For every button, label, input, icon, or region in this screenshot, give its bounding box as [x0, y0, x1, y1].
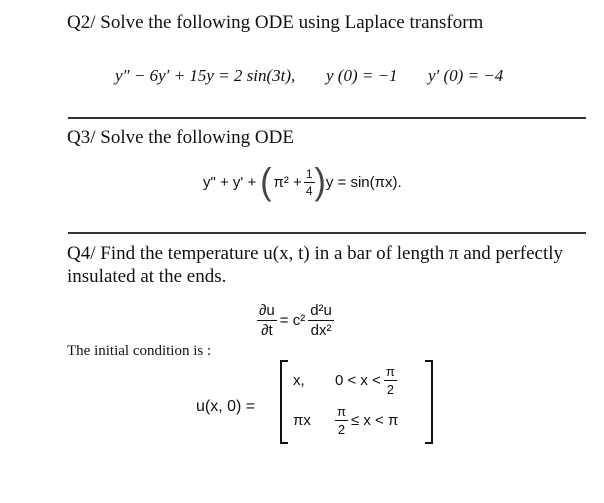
q3-fraction-numerator: 1 [305, 166, 313, 181]
q4-line-1: Q4/ Find the temperature u(x, t) in a bar of length π and perfectly [67, 243, 564, 264]
case-1-fraction-denominator: 2 [386, 381, 394, 397]
q2-heading: Q2/ Solve the following ODE using Laplace transform [67, 12, 484, 33]
initial-condition-label: The initial condition is : [67, 343, 212, 359]
q3-lhs: y" + y' + [203, 173, 257, 191]
q2-equation: y″ − 6y′ + 15y = 2 sin(3t), [115, 66, 296, 85]
q4-pde [257, 297, 334, 343]
case-2-expression: πx [293, 411, 311, 429]
case-2-fraction-numerator: π [337, 403, 346, 419]
q3-pi-squared: π² + [273, 173, 302, 191]
case-1-fraction [384, 365, 397, 396]
pde-lhs-numerator: ∂u [259, 301, 275, 319]
case-2-condition: ≤ x < π [350, 411, 399, 429]
pde-lhs-fraction [257, 303, 277, 338]
case-1 [293, 362, 397, 398]
case-2 [293, 402, 398, 438]
q2-initial-condition-1: y (0) = −1 [326, 66, 398, 85]
q3-right-paren: ) [314, 161, 326, 203]
q3-fraction-denominator: 4 [305, 183, 313, 198]
right-bracket [425, 360, 433, 444]
case-1-expression: x, [293, 371, 305, 389]
pde-rhs-numerator: d²u [310, 301, 332, 319]
u-x0-lhs: u(x, 0) = [196, 398, 256, 415]
divider-q3-q4 [68, 232, 586, 234]
q4-line-2: insulated at the ends. [67, 266, 227, 287]
pde-rhs-fraction [308, 303, 334, 338]
case-1-fraction-numerator: π [385, 363, 395, 379]
divider-q2-q3 [68, 117, 586, 119]
q3-left-paren: ( [260, 161, 272, 203]
q3-rhs: y = sin(πx). [325, 173, 402, 191]
q3-heading: Q3/ Solve the following ODE [67, 127, 294, 148]
q3-equation [203, 162, 402, 202]
left-bracket [280, 360, 288, 444]
q3-fraction [304, 168, 315, 197]
case-1-condition: 0 < x < [335, 371, 381, 389]
pde-rhs-denominator: dx² [310, 321, 332, 339]
case-2-fraction [335, 405, 348, 436]
pde-equals-c2: = c² [279, 311, 306, 329]
pde-lhs-denominator: ∂t [261, 321, 273, 339]
q2-initial-condition-2: y′ (0) = −4 [428, 66, 504, 85]
case-2-fraction-denominator: 2 [337, 421, 346, 437]
